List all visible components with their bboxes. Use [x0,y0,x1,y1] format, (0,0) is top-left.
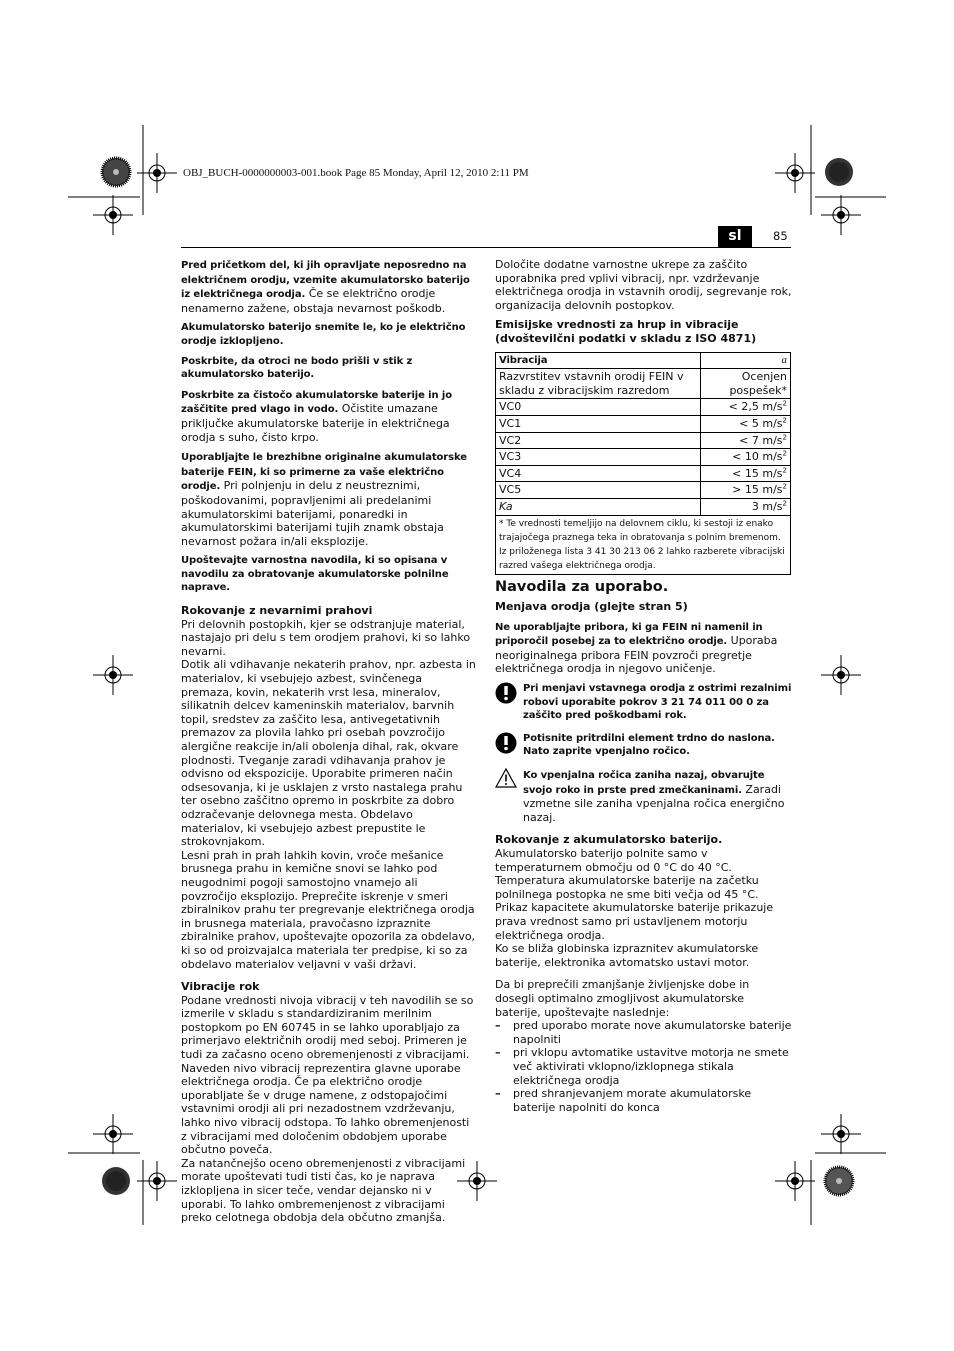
paragraph: Akumulatorsko baterijo polnite samo v temperaturnem območju od 0 °C do 40 °C. Temperatura akumulatorske baterije na začetku polnilnega postopka ne sme biti večja od 45 °C. [495,847,759,901]
table-row [496,432,791,449]
paragraph: Določite dodatne varnostne ukrepe za zaščito uporabnika pred vplivi vibracij, npr. vzdrževanje električnega orodja in vstavnih orodij, segrevanje rok, organizacija delovnih postopkov. [495,258,792,312]
crosshair-right-mid [821,655,861,695]
table-cell: Ka [496,498,701,515]
paragraph: Dotik ali vdihavanje nekaterih prahov, npr. azbesta in materialov, ki vsebujejo azbest, svinčenega premaza, kovin, nekaterih vrst lesa, mineralov, silikatnih delcev kameninskih materialov, barvnih topil, sredstev za zaščito lesa, antivegetativnih premazov za plovila lahko pri osebah povzročijo alergične reakcije in/ali obolenja dihal, rak, okvare plodnosti. Tveganje zaradi vdihavanja prahov je odvisno od ekspozicije. Uporabite primeren način odsesovanja, ki je usklajen z vrsto nastalega prahu ter osebno zaščitno opremo in poskrbite za dobro odzračevanje delovnega mesta. Obdelavo materialov, ki vsebujejo azbest prepustite le strokovnjakom. [181,658,476,849]
left-column [181,258,476,1225]
paragraph: Pred pričetkom del, ki jih opravljate neposredno na električnem orodju, vzemite akumulatorsko baterijo iz električnega orodja. Če se električno orodje nenamerno zažene, obstaja nevarnost poškodb. [181,260,470,315]
paragraph: Za natančnejšo oceno obremenjenosti z vibracijami morate upoštevati tudi tisti čas, ko je naprava izklopljena in sicer teče, vendar dejansko ni v uporabi. To lahko ombremenjenost z vibracijami preko celotnega obdobja dela občutno zmanjša. [181,1156,466,1225]
paragraph: Prikaz kapacitete akumulatorske baterije prikazuje prava vrednost samo pri ustavljenem motorju električnega orodja. [495,901,774,942]
book-file-line: OBJ_BUCH-0000000003-001.book Page 85 Monday, April 12, 2010 2:11 PM [183,167,529,179]
table-cell: < 5 $m/s^2$ [700,415,790,432]
color-wheel-bottom-left [100,1165,132,1197]
table-cell: VC2 [496,432,701,449]
section-title: Navodila za uporabo. [495,578,669,595]
right-column [495,258,792,1114]
paragraph: Naveden nivo vibracij reprezentira glavne uporabe električnega orodja. Če pa električno orodje uporabljate še v druge namene, z odstopajočimi vstavnimi orodji ali pri nezadostnem vzdrževanju, lahko nivo vibracij odstopa. To lahko obremenjenosti z vibracijami med določenim obdobjem uporabe občutno poveča. [181,1061,470,1157]
list-item: – pri vklopu avtomatike ustavitve motorja ne smete več aktivirati vklopno/izklopnega stikala električnega orodja [495,1046,792,1087]
table-cell: Razvrstitev vstavnih orodij FEIN v skladu z vibracijskim razredom [496,369,701,399]
paragraph: Ko se bliža globinska izpraznitev akumulatorske baterije, elektronika avtomatsko ustavi motor. [495,942,759,969]
paragraph: Lesni prah in prah lahkih kovin, vroče mešanice brusnega prahu in kemične snovi se lahko pod neugodnimi pogoji samostojno vnamejo ali povzročijo eksplozijo. Preprečite iskrenje v smeri zbiralnikov prahu ter pregrevanje električnega orodja in brusnega materiala, pravočasno izpraznite zbiralnike prahov, upoštevajte opozorila za obdelavo, ki so od proizvajalca materiala ter predpise, ki so za obdelavo materialov veljavni v vaši državi. [181,848,476,971]
table-cell: > 15 $m/s^2$ [700,482,790,499]
paragraph: Upoštevajte varnostna navodila, ki so opisana v navodilu za obratovanje akumulatorske polnilne naprave. [181,555,449,594]
exclamation-icon [495,682,517,704]
table-header-row [496,352,791,369]
table-cell: 3 $m/s^2$ [700,498,790,515]
table-cell: VC5 [496,482,701,499]
table-header-cell: a [700,352,790,369]
table-row [496,482,791,499]
crosshair-left-mid [93,655,133,695]
crosshair-top-left [137,153,177,193]
paragraph: Podane vrednosti nivoja vibracij v teh navodilih se so izmerile v skladu s standardiziranim merilnim postopkom po EN 60745 in se lahko uporabljajo za primerjavo električnih orodij med seboj. Primeren je tudi za začasno oceno obremenjenosti z vibracijami. [181,993,474,1062]
warning-block: Pri menjavi vstavnega orodja z ostrimi rezalnimi robovi uporabite pokrov 3 21 74 011 00 0 za zaščito pred poškodbami rok. [495,682,792,723]
crosshair-right-lower [821,1114,861,1154]
table-note: * Te vrednosti temeljijo na delovnem ciklu, ki sestoji iz enako trajajočega praznega teka in obratovanja s polnim bremenom. Iz priloženega lista 3 41 30 213 06 2 lahko razberete vibracijski razred vašega električnega orodja. [496,515,791,574]
crosshair-top-right [775,153,815,193]
header-rule [181,247,791,248]
table-note-row [496,515,791,574]
table-row [496,415,791,432]
warning-triangle-icon [495,768,517,788]
paragraph: Akumulatorsko baterijo snemite le, ko je električno orodje izklopljeno. [181,322,466,347]
paragraph: Poskrbite za čistočo akumulatorske baterije in jo zaščitite pred vlago in vodo. Očistite umazane priključke akumulatorske baterije in električnega orodja s suho, čisto krpo. [181,389,453,444]
table-cell: < 2,5 $m/s^2$ [700,399,790,416]
table-header-cell: Vibracija [496,352,701,369]
paragraph: Poskrbite, da otroci ne bodo prišli v stik z akumulatorsko baterijo. [181,355,413,381]
table-cell: < 7 $m/s^2$ [700,432,790,449]
page-number: 85 [773,229,788,243]
table-cell: < 15 $m/s^2$ [700,465,790,482]
table-cell: Ocenjen pospešek* [700,369,790,399]
section-heading: Rokovanje z akumulatorsko baterijo. [495,833,723,847]
warning-block: Potisnite pritrdilni element trdno do naslona. Nato zaprite vpenjalno ročico. [495,732,792,759]
table-cell: VC3 [496,449,701,466]
section-heading: Vibracije rok [181,980,260,994]
paragraph: Uporabljajte le brezhibne originalne akumulatorske baterije FEIN, ki so primerne za vaše električno orodje. Pri polnjenju in delu z neustreznimi, poškodovanimi, popravljenimi ali predelanimi akumulatorskimi baterijami, ponaredki in akumulatorskimi baterijami tujih znamk obstaja nevarnost požara in/ali eksplozije. [181,452,467,548]
color-wheel-bottom-right [823,1165,855,1197]
paragraph: Pri delovnih postopkih, kjer se odstranjuje material, nastajajo pri delu s tem orodjem prahovi, ki so lahko nevarni. [181,617,471,658]
section-heading: Emisijske vrednosti za hrup in vibracije (dvoštevilčni podatki v skladu z ISO 4871) [495,318,757,345]
color-wheel-top-right [823,156,855,188]
list-item: – pred uporabo morate nove akumulatorske baterije napolniti [495,1019,792,1046]
crosshair-left-upper [93,195,133,235]
crosshair-bottom-left [137,1161,177,1201]
color-wheel-top-left [100,156,132,188]
table-cell: VC1 [496,415,701,432]
table-cell: VC0 [496,399,701,416]
crosshair-left-lower [93,1114,133,1154]
exclamation-icon [495,732,517,754]
warning-block: Ko vpenjalna ročica zaniha nazaj, obvarujte svojo roko in prste pred zmečkaninami. Zaradi vzmetne sile zaniha vpenjalna ročica energično nazaj. [495,768,792,824]
crosshair-bottom-right [775,1161,815,1201]
paragraph: Ne uporabljajte pribora, ki ga FEIN ni namenil in priporočil posebej za to električno orodje. Uporaba neoriginalnega pribora FEIN povzroči pregretje električnega orodja in njegovo uničenje. [495,621,778,676]
section-heading: Rokovanje z nevarnimi prahovi [181,604,373,618]
table-row [496,465,791,482]
section-heading: Menjava orodja (glejte stran 5) [495,600,688,614]
table-row [496,449,791,466]
language-tag: sl [718,226,752,247]
table-row [496,399,791,416]
table-cell: VC4 [496,465,701,482]
table-row [496,498,791,515]
bullet-list [495,1019,792,1114]
paragraph: Da bi preprečili zmanjšanje življenjske dobe in dosegli optimalno zmogljivost akumulatorske baterije, upoštevajte naslednje: [495,978,750,1019]
table-cell: < 10 $m/s^2$ [700,449,790,466]
table-row [496,369,791,399]
list-item: – pred shranjevanjem morate akumulatorske baterije napolniti do konca [495,1087,792,1114]
crosshair-right-upper [821,195,861,235]
vibration-table [495,352,791,575]
